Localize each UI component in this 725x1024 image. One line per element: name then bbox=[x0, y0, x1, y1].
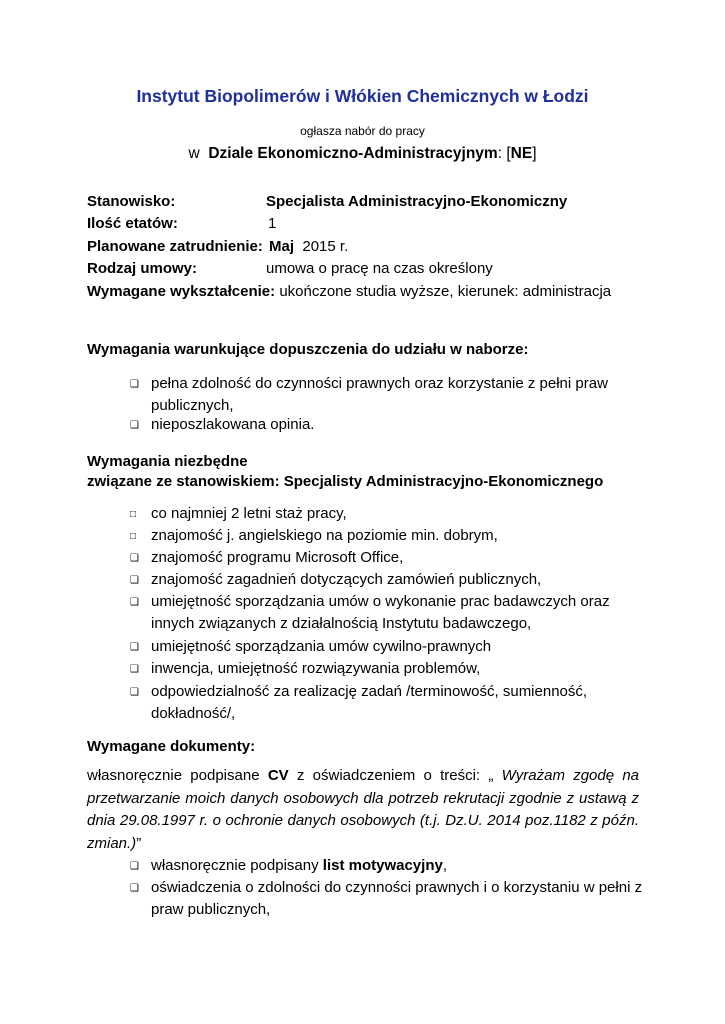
cv-prefix: własnoręcznie podpisane bbox=[87, 767, 260, 784]
admission-item bbox=[130, 373, 650, 416]
closing-quote: ” bbox=[136, 834, 142, 852]
fte-value: 1 bbox=[268, 215, 277, 232]
bullet-icon: ❑ bbox=[130, 597, 139, 608]
fte-row bbox=[87, 215, 277, 235]
cv-suffix: z oświadczeniem o treści: „ bbox=[296, 767, 494, 784]
position-label: Stanowisko: bbox=[87, 193, 176, 210]
document-item-text: oświadczenia o zdolności do czynności prawnych i o korzystaniu w pełni z praw publicznych, bbox=[151, 879, 643, 918]
letter-prefix: własnoręcznie podpisany bbox=[151, 857, 323, 874]
bullet-icon: ❑ bbox=[130, 883, 139, 894]
education-row bbox=[87, 283, 611, 303]
requirement-item bbox=[130, 681, 650, 724]
requirement-item-text: znajomość programu Microsoft Office, bbox=[151, 549, 404, 566]
requirements-heading-line2: związane ze stanowiskiem: Specjalisty Administracyjno-Ekonomicznego bbox=[87, 473, 604, 490]
position-row bbox=[87, 193, 568, 213]
admission-item-text: pełna zdolność do czynności prawnych oraz korzystanie z pełni praw publicznych, bbox=[151, 375, 608, 414]
bullet-icon: ❑ bbox=[130, 420, 139, 431]
requirement-item-text: umiejętność sporządzania umów o wykonanie prac badawczych oraz innych związanych z działalnością Instytutu badawczego, bbox=[151, 593, 610, 632]
position-value: Specjalista Administracyjno-Ekonomiczny bbox=[266, 193, 568, 210]
letter-suffix: , bbox=[442, 857, 447, 874]
admission-item-text: nieposzlakowana opinia. bbox=[151, 416, 315, 433]
institute-title: Instytut Biopolimerów i Włókien Chemicznych w Łodzi bbox=[136, 86, 589, 106]
requirement-item-text: co najmniej 2 letni staż pracy, bbox=[151, 505, 347, 522]
requirement-item bbox=[130, 569, 650, 591]
document-item bbox=[130, 855, 650, 877]
department-prefix: w bbox=[188, 145, 200, 162]
bullet-icon: ❑ bbox=[130, 379, 139, 390]
requirement-item bbox=[130, 658, 650, 680]
bullet-icon: ❑ bbox=[130, 687, 139, 698]
education-value: ukończone studia wyższe, kierunek: administracja bbox=[279, 283, 612, 300]
department-colon: : bbox=[497, 145, 503, 162]
requirement-item-text: odpowiedzialność za realizację zadań /terminowość, sumienność, dokładność/, bbox=[151, 683, 588, 722]
admission-heading: Wymagania warunkujące dopuszczenia do udziału w naborze: bbox=[87, 341, 529, 358]
bullet-icon: ❑ bbox=[130, 861, 139, 872]
requirement-item-text: inwencja, umiejętność rozwiązywania problemów, bbox=[151, 660, 481, 677]
requirement-item-text: umiejętność sporządzania umów cywilno-prawnych bbox=[151, 638, 492, 655]
bullet-icon: □ bbox=[130, 509, 137, 520]
education-label: Wymagane wykształcenie: bbox=[87, 283, 276, 300]
start-year: 2015 r. bbox=[302, 238, 349, 255]
consent-clause-law: z ustawą z dnia 29.08.1997 r. o ochronie danych osobowych (t.j. Dz.U. 2014 poz.1182 z późn. zmian.) bbox=[87, 789, 639, 852]
requirement-item bbox=[130, 547, 650, 569]
cv-requirement-paragraph bbox=[87, 765, 639, 855]
bullet-icon: □ bbox=[130, 531, 137, 542]
bullet-icon: ❑ bbox=[130, 664, 139, 675]
letter-keyword: list motywacyjny bbox=[322, 857, 443, 874]
department-line bbox=[0, 145, 725, 163]
document-item bbox=[130, 877, 650, 920]
document-item-text bbox=[151, 855, 650, 877]
requirement-item bbox=[130, 591, 650, 634]
contract-row bbox=[87, 260, 493, 280]
requirement-item bbox=[130, 525, 650, 547]
start-value bbox=[269, 238, 348, 255]
consent-clause: Wyrażam zgodę na przetwarzanie moich danych osobowych dla potrzeb rekrutacji zgodnie bbox=[87, 767, 640, 807]
requirements-heading-line1: Wymagania niezbędne bbox=[87, 453, 248, 470]
requirement-item-text: znajomość j. angielskiego na poziomie min. dobrym, bbox=[151, 527, 498, 544]
requirement-item bbox=[130, 503, 650, 525]
start-label: Planowane zatrudnienie: bbox=[87, 238, 263, 255]
contract-label: Rodzaj umowy: bbox=[87, 260, 198, 277]
department-code: [NE] bbox=[506, 145, 537, 162]
start-row bbox=[87, 238, 349, 258]
cv-keyword: CV bbox=[267, 767, 289, 784]
announcement-subtitle: ogłasza nabór do pracy bbox=[300, 124, 425, 138]
bullet-icon: ❑ bbox=[130, 575, 139, 586]
fte-label: Ilość etatów: bbox=[87, 215, 178, 232]
bullet-icon: ❑ bbox=[130, 642, 139, 653]
contract-value: umowa o pracę na czas określony bbox=[266, 260, 493, 277]
bullet-icon: ❑ bbox=[130, 553, 139, 564]
requirement-item bbox=[130, 636, 650, 658]
admission-item bbox=[130, 414, 650, 436]
documents-heading: Wymagane dokumenty: bbox=[87, 738, 256, 755]
requirement-item-text: znajomość zagadnień dotyczących zamówień publicznych, bbox=[151, 571, 542, 588]
department-name: Dziale Ekonomiczno-Administracyjnym bbox=[208, 145, 498, 162]
start-month: Maj bbox=[269, 238, 295, 255]
